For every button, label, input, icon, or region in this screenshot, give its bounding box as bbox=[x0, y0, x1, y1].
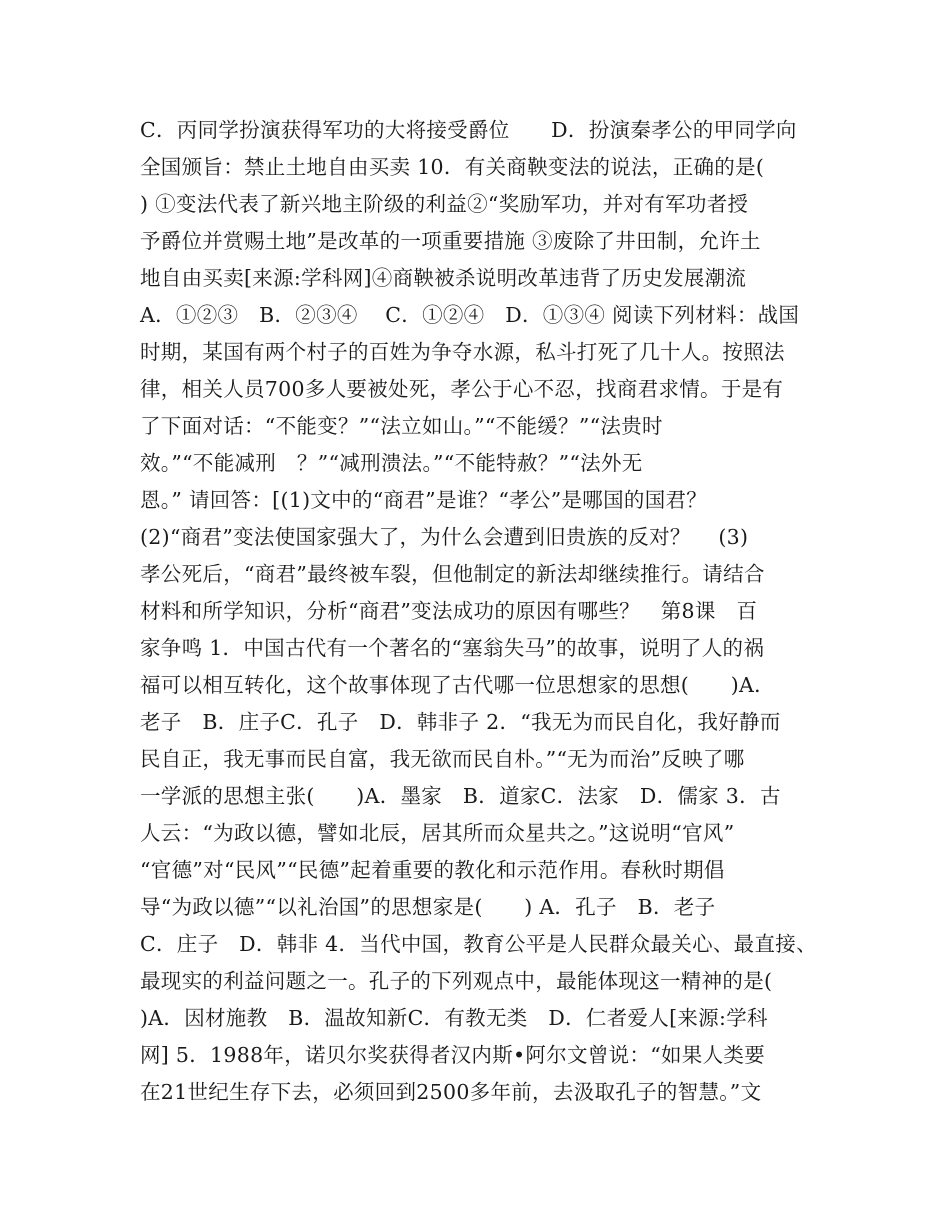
text-line: 福可以相互转化，这个故事体现了古代哪一位思想家的思想( )A． bbox=[140, 673, 775, 697]
text-line: 最现实的利益问题之一。孔子的下列观点中，最能体现这一精神的是( bbox=[140, 969, 773, 993]
document-body bbox=[140, 112, 830, 1111]
text-line: ) ①变法代表了新兴地主阶级的利益②“奖励军功，并对有军功者授 bbox=[140, 192, 749, 216]
text-line: 人云：“为政以德，譬如北辰，居其所而众星共之。”这说明“官风” bbox=[140, 821, 735, 845]
text-line: 孝公死后，“商君”最终被车裂，但他制定的新法却继续推行。请结合 bbox=[140, 562, 765, 586]
text-line: C．丙同学扮演获得军功的大将接受爵位 D．扮演秦孝公的甲同学向 bbox=[140, 118, 797, 142]
text-line: 一学派的思想主张( )A．墨家 B．道家C．法家 D．儒家 3．古 bbox=[140, 784, 781, 808]
text-line: 地自由买卖[来源:学科网]④商鞅被杀说明改革违背了历史发展潮流 bbox=[140, 266, 747, 290]
text-line: 了下面对话：“不能变？”“法立如山。”“不能缓？”“法贵时 bbox=[140, 414, 663, 438]
text-line: 材料和所学知识，分析“商君”变法成功的原因有哪些？ 第8课 百 bbox=[140, 599, 758, 623]
text-line: 家争鸣 1．中国古代有一个著名的“塞翁失马”的故事，说明了人的祸 bbox=[140, 636, 765, 660]
text-line: 效。”“不能减刑 ？”“减刑溃法。”“不能特赦？”“法外无 bbox=[140, 451, 643, 475]
text-line: 民自正，我无事而民自富，我无欲而民自朴。”“无为而治”反映了哪 bbox=[140, 747, 745, 771]
text-line: (2)“商君”变法使国家强大了，为什么会遭到旧贵族的反对？ (3) bbox=[140, 525, 749, 549]
text-line: 予爵位并赏赐土地”是改革的一项重要措施 ③废除了井田制，允许土 bbox=[140, 229, 761, 253]
text-line: 恩。” 请回答：[(1)文中的“商君”是谁？“孝公”是哪国的国君？ bbox=[140, 488, 708, 512]
text-line: 网] 5．1988年，诺贝尔奖获得者汉内斯•阿尔文曾说：“如果人类要 bbox=[140, 1043, 765, 1067]
text-line: 导“为政以德”“以礼治国”的思想家是( ) A．孔子 B．老子 bbox=[140, 895, 716, 919]
text-line: 全国颁旨：禁止土地自由买卖 10．有关商鞅变法的说法，正确的是( bbox=[140, 155, 765, 179]
text-line: A．①②③ B．②③④ C．①②④ D．①③④ 阅读下列材料：战国 bbox=[140, 303, 800, 327]
text-line: )A．因材施教 B．温故知新C．有教无类 D．仁者爱人[来源:学科 bbox=[140, 1006, 768, 1030]
text-line: 在21世纪生存下去，必须回到2500多年前，去汲取孔子的智慧。”文 bbox=[140, 1080, 762, 1104]
text-line: 时期，某国有两个村子的百姓为争夺水源，私斗打死了几十人。按照法 bbox=[140, 340, 785, 364]
text-line: 律，相关人员700多人要被处死，孝公于心不忍，找商君求情。于是有 bbox=[140, 377, 784, 401]
text-line: 老子 B．庄子C．孔子 D．韩非子 2．“我无为而民自化，我好静而 bbox=[140, 710, 781, 734]
text-line: C．庄子 D．韩非 4．当代中国，教育公平是人民群众最关心、最直接、 bbox=[140, 932, 817, 956]
text-line: “官德”对“民风”“民德”起着重要的教化和示范作用。春秋时期倡 bbox=[140, 858, 725, 882]
